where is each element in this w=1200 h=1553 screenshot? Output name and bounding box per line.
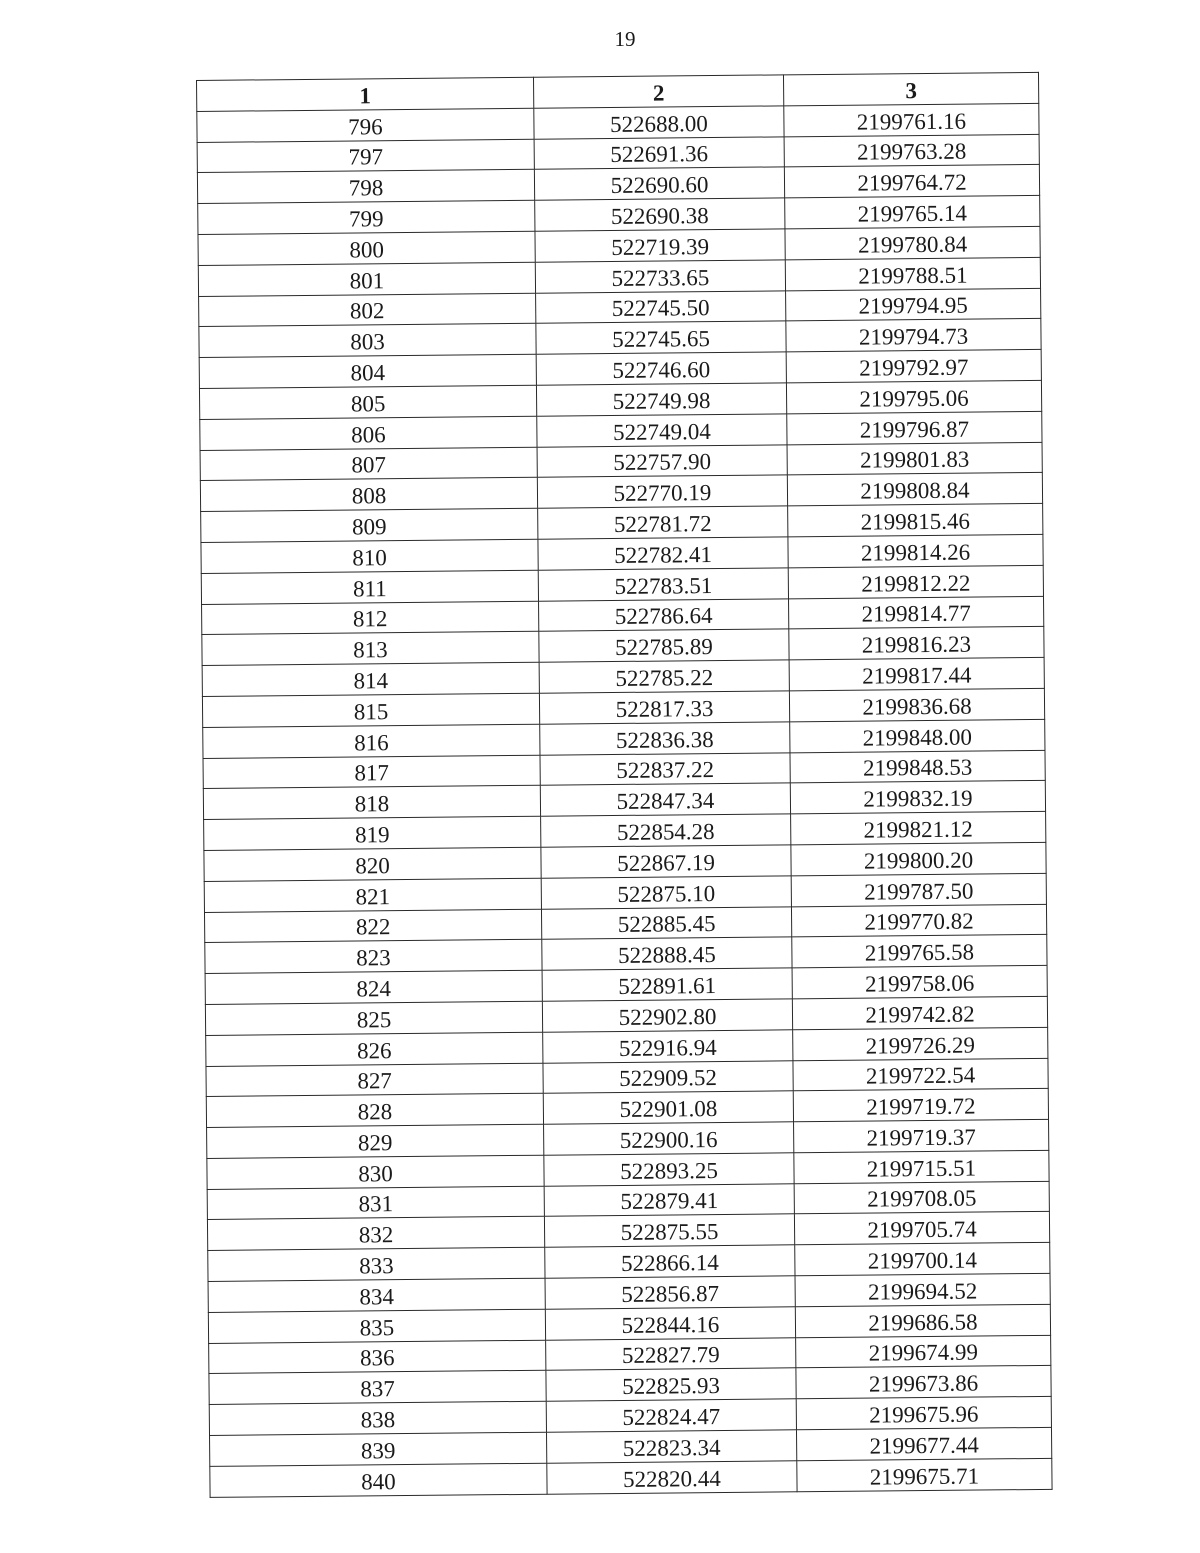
coordinates-table-wrapper <box>196 72 1052 1498</box>
point-number-cell: 819 <box>204 816 541 850</box>
x-coordinate-cell: 522844.16 <box>545 1307 795 1340</box>
point-number-cell: 833 <box>208 1247 545 1281</box>
x-coordinate-cell: 522719.39 <box>535 229 785 262</box>
x-coordinate-cell: 522785.22 <box>539 660 789 693</box>
y-coordinate-cell: 2199796.87 <box>787 411 1042 444</box>
point-number-cell: 839 <box>210 1432 547 1466</box>
point-number-cell: 807 <box>200 447 537 481</box>
point-number-cell: 824 <box>205 970 542 1004</box>
x-coordinate-cell: 522757.90 <box>537 444 787 477</box>
y-coordinate-cell: 2199817.44 <box>789 658 1044 691</box>
x-coordinate-cell: 522690.60 <box>534 167 784 200</box>
y-coordinate-cell: 2199758.06 <box>792 965 1047 998</box>
point-number-cell: 829 <box>207 1124 544 1158</box>
x-coordinate-cell: 522824.47 <box>546 1399 796 1432</box>
x-coordinate-cell: 522891.61 <box>542 968 792 1001</box>
y-coordinate-cell: 2199832.19 <box>790 781 1045 814</box>
point-number-cell: 804 <box>199 354 536 388</box>
y-coordinate-cell: 2199815.46 <box>788 504 1043 537</box>
point-number-cell: 805 <box>199 385 536 419</box>
y-coordinate-cell: 2199763.28 <box>784 134 1039 167</box>
y-coordinate-cell: 2199675.96 <box>796 1397 1051 1430</box>
x-coordinate-cell: 522770.19 <box>537 475 787 508</box>
y-coordinate-cell: 2199788.51 <box>785 257 1040 290</box>
point-number-cell: 826 <box>206 1032 543 1066</box>
y-coordinate-cell: 2199816.23 <box>789 627 1044 660</box>
x-coordinate-cell: 522691.36 <box>534 136 784 169</box>
y-coordinate-cell: 2199708.05 <box>794 1181 1049 1214</box>
y-coordinate-cell: 2199686.58 <box>795 1304 1050 1337</box>
x-coordinate-cell: 522785.89 <box>539 629 789 662</box>
point-number-cell: 801 <box>198 262 535 296</box>
point-number-cell: 810 <box>201 539 538 573</box>
y-coordinate-cell: 2199677.44 <box>796 1427 1051 1460</box>
column-header-2: 2 <box>533 75 783 108</box>
y-coordinate-cell: 2199848.53 <box>790 750 1045 783</box>
point-number-cell: 817 <box>203 755 540 789</box>
point-number-cell: 813 <box>202 632 539 666</box>
point-number-cell: 815 <box>202 693 539 727</box>
y-coordinate-cell: 2199794.73 <box>786 319 1041 352</box>
y-coordinate-cell: 2199794.95 <box>786 288 1041 321</box>
x-coordinate-cell: 522885.45 <box>541 906 791 939</box>
point-number-cell: 816 <box>203 724 540 758</box>
y-coordinate-cell: 2199715.51 <box>794 1150 1049 1183</box>
y-coordinate-cell: 2199674.99 <box>796 1335 1051 1368</box>
point-number-cell: 825 <box>205 1001 542 1035</box>
point-number-cell: 808 <box>200 478 537 512</box>
y-coordinate-cell: 2199765.58 <box>792 935 1047 968</box>
point-number-cell: 830 <box>207 1155 544 1189</box>
y-coordinate-cell: 2199795.06 <box>786 380 1041 413</box>
point-number-cell: 837 <box>209 1371 546 1405</box>
y-coordinate-cell: 2199814.26 <box>788 534 1043 567</box>
x-coordinate-cell: 522875.10 <box>541 876 791 909</box>
x-coordinate-cell: 522746.60 <box>536 352 786 385</box>
point-number-cell: 812 <box>202 601 539 635</box>
x-coordinate-cell: 522900.16 <box>544 1122 794 1155</box>
y-coordinate-cell: 2199726.29 <box>793 1027 1048 1060</box>
x-coordinate-cell: 522827.79 <box>546 1337 796 1370</box>
page-number: 19 <box>614 27 636 51</box>
y-coordinate-cell: 2199722.54 <box>793 1058 1048 1091</box>
point-number-cell: 797 <box>197 139 534 173</box>
point-number-cell: 827 <box>206 1063 543 1097</box>
y-coordinate-cell: 2199742.82 <box>792 996 1047 1029</box>
x-coordinate-cell: 522854.28 <box>541 814 791 847</box>
y-coordinate-cell: 2199719.37 <box>794 1119 1049 1152</box>
y-coordinate-cell: 2199719.72 <box>793 1089 1048 1122</box>
column-header-1: 1 <box>197 77 534 111</box>
x-coordinate-cell: 522916.94 <box>543 1030 793 1063</box>
x-coordinate-cell: 522856.87 <box>545 1276 795 1309</box>
x-coordinate-cell: 522836.38 <box>540 722 790 755</box>
y-coordinate-cell: 2199792.97 <box>786 350 1041 383</box>
y-coordinate-cell: 2199780.84 <box>785 226 1040 259</box>
point-number-cell: 831 <box>207 1186 544 1220</box>
x-coordinate-cell: 522837.22 <box>540 752 790 785</box>
column-header-3: 3 <box>783 72 1038 105</box>
x-coordinate-cell: 522909.52 <box>543 1060 793 1093</box>
y-coordinate-cell: 2199765.14 <box>785 196 1040 229</box>
point-number-cell: 821 <box>204 878 541 912</box>
y-coordinate-cell: 2199848.00 <box>790 719 1045 752</box>
point-number-cell: 828 <box>206 1094 543 1128</box>
y-coordinate-cell: 2199764.72 <box>784 165 1039 198</box>
y-coordinate-cell: 2199836.68 <box>789 688 1044 721</box>
y-coordinate-cell: 2199761.16 <box>784 103 1039 136</box>
x-coordinate-cell: 522733.65 <box>535 260 785 293</box>
y-coordinate-cell: 2199700.14 <box>795 1243 1050 1276</box>
x-coordinate-cell: 522745.65 <box>536 321 786 354</box>
point-number-cell: 796 <box>197 108 534 142</box>
y-coordinate-cell: 2199812.22 <box>788 565 1043 598</box>
point-number-cell: 814 <box>202 662 539 696</box>
x-coordinate-cell: 522817.33 <box>539 691 789 724</box>
x-coordinate-cell: 522893.25 <box>544 1153 794 1186</box>
x-coordinate-cell: 522879.41 <box>544 1183 794 1216</box>
point-number-cell: 834 <box>208 1278 545 1312</box>
point-number-cell: 803 <box>199 324 536 358</box>
x-coordinate-cell: 522866.14 <box>545 1245 795 1278</box>
x-coordinate-cell: 522783.51 <box>538 568 788 601</box>
y-coordinate-cell: 2199787.50 <box>791 873 1046 906</box>
x-coordinate-cell: 522781.72 <box>538 506 788 539</box>
point-number-cell: 832 <box>207 1217 544 1251</box>
y-coordinate-cell: 2199814.77 <box>789 596 1044 629</box>
x-coordinate-cell: 522902.80 <box>542 999 792 1032</box>
x-coordinate-cell: 522690.38 <box>535 198 785 231</box>
point-number-cell: 811 <box>201 570 538 604</box>
x-coordinate-cell: 522749.98 <box>536 383 786 416</box>
y-coordinate-cell: 2199821.12 <box>791 812 1046 845</box>
y-coordinate-cell: 2199673.86 <box>796 1366 1051 1399</box>
point-number-cell: 835 <box>208 1309 545 1343</box>
x-coordinate-cell: 522888.45 <box>542 937 792 970</box>
x-coordinate-cell: 522867.19 <box>541 845 791 878</box>
x-coordinate-cell: 522825.93 <box>546 1368 796 1401</box>
point-number-cell: 840 <box>210 1463 547 1497</box>
point-number-cell: 822 <box>204 909 541 943</box>
point-number-cell: 800 <box>198 231 535 265</box>
y-coordinate-cell: 2199675.71 <box>797 1458 1052 1491</box>
point-number-cell: 836 <box>209 1340 546 1374</box>
coordinates-table <box>196 72 1053 1498</box>
point-number-cell: 799 <box>198 200 535 234</box>
point-number-cell: 823 <box>205 940 542 974</box>
x-coordinate-cell: 522820.44 <box>547 1461 797 1494</box>
y-coordinate-cell: 2199801.83 <box>787 442 1042 475</box>
x-coordinate-cell: 522749.04 <box>537 414 787 447</box>
point-number-cell: 838 <box>209 1401 546 1435</box>
point-number-cell: 809 <box>201 508 538 542</box>
x-coordinate-cell: 522875.55 <box>544 1214 794 1247</box>
point-number-cell: 806 <box>200 416 537 450</box>
point-number-cell: 802 <box>199 293 536 327</box>
point-number-cell: 820 <box>204 847 541 881</box>
y-coordinate-cell: 2199808.84 <box>787 473 1042 506</box>
y-coordinate-cell: 2199770.82 <box>791 904 1046 937</box>
x-coordinate-cell: 522745.50 <box>536 290 786 323</box>
y-coordinate-cell: 2199800.20 <box>791 842 1046 875</box>
x-coordinate-cell: 522901.08 <box>543 1091 793 1124</box>
x-coordinate-cell: 522847.34 <box>540 783 790 816</box>
x-coordinate-cell: 522786.64 <box>539 598 789 631</box>
x-coordinate-cell: 522688.00 <box>534 106 784 139</box>
x-coordinate-cell: 522782.41 <box>538 537 788 570</box>
point-number-cell: 798 <box>197 170 534 204</box>
x-coordinate-cell: 522823.34 <box>546 1430 796 1463</box>
y-coordinate-cell: 2199705.74 <box>794 1212 1049 1245</box>
table-body <box>197 103 1052 1497</box>
point-number-cell: 818 <box>203 786 540 820</box>
y-coordinate-cell: 2199694.52 <box>795 1273 1050 1306</box>
